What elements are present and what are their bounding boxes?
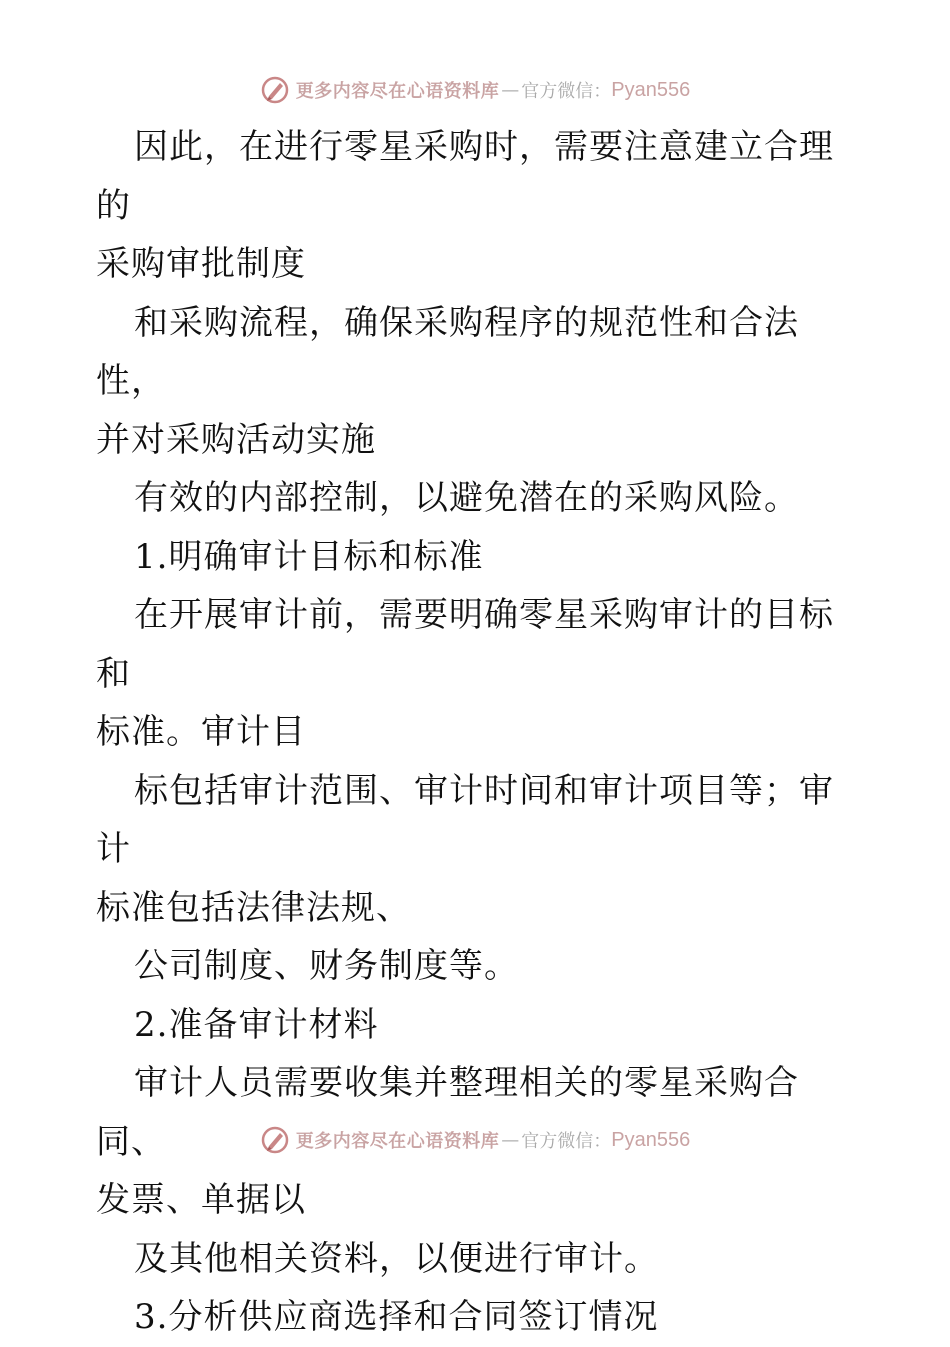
text-line: 公司制度、财务制度等。: [134, 946, 519, 986]
separator-dash: —: [501, 79, 520, 101]
text-line: 标准。审计目: [96, 712, 306, 752]
header-watermark: [0, 70, 950, 110]
text-line: 在开展审计前，需要明确零星采购审计的目标和: [96, 595, 834, 694]
footer-watermark: [0, 1120, 950, 1160]
text-line: 标包括审计范围、审计时间和审计项目等；审计: [96, 770, 834, 869]
wechat-label: 官方微信：: [521, 1131, 612, 1152]
document-body: [96, 118, 856, 1347]
site-name: 更多内容尽在心语资料库: [295, 81, 500, 102]
text-line: 并对采购活动实施: [96, 419, 376, 460]
text-line: 标准包括法律法规、: [96, 887, 411, 928]
wechat-id: Pyan556: [611, 78, 691, 101]
text-line: 和采购流程，确保采购程序的规范性和合法性，: [96, 302, 799, 401]
text-line: 因此，在进行零星采购时，需要注意建立合理的: [96, 127, 834, 226]
section-heading: 3.分析供应商选择和合同签订情况: [134, 1297, 659, 1337]
text-line: 发票、单据以: [96, 1180, 306, 1220]
section-heading: 2.准备审计材料: [134, 1004, 379, 1045]
pen-logo-icon: [260, 1125, 290, 1155]
pen-logo-icon: [260, 75, 290, 105]
text-line: 审计人员需要收集并整理相关的零星采购合同、: [96, 1063, 799, 1162]
text-line: 有效的内部控制，以避免潜在的采购风险。: [134, 478, 799, 518]
text-line: 采购审批制度: [96, 244, 306, 284]
wechat-label: 官方微信：: [521, 81, 612, 102]
separator-dash: —: [501, 1129, 520, 1151]
wechat-id: Pyan556: [611, 1128, 691, 1151]
section-heading: 1.明确审计目标和标准: [134, 536, 484, 577]
site-name: 更多内容尽在心语资料库: [295, 1131, 500, 1152]
text-line: 及其他相关资料，以便进行审计。: [134, 1238, 659, 1279]
